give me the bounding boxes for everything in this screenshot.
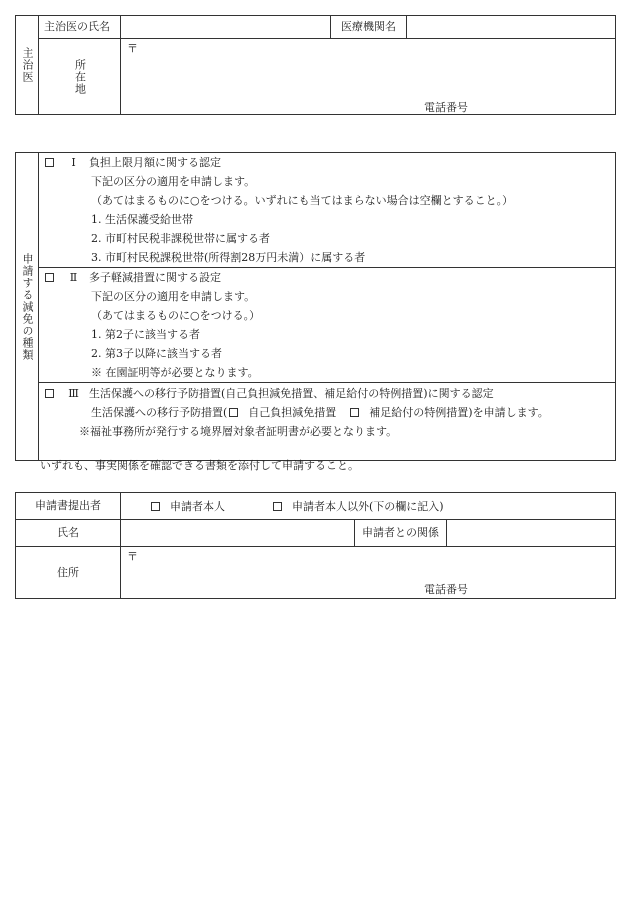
item1-title: 負担上限月額に関する認定 bbox=[89, 156, 221, 169]
item2-numeral: Ⅱ bbox=[69, 271, 78, 284]
item2-line1: 下記の区分の適用を申請します。 bbox=[91, 290, 256, 303]
applicant-table bbox=[15, 492, 616, 599]
reduction-table bbox=[15, 152, 616, 461]
reduction-section-label: 申請する減免の種類 bbox=[16, 153, 39, 461]
item3-opt2-label: 補足給付の特例措置 bbox=[369, 406, 469, 419]
item1-line1: 下記の区分の適用を申請します。 bbox=[91, 175, 256, 188]
item3-opt1-checkbox[interactable] bbox=[229, 408, 238, 417]
applicant-postal-mark: 〒 bbox=[127, 550, 138, 563]
doctor-phone-label: 電話番号 bbox=[424, 101, 468, 114]
submitter-options bbox=[121, 493, 616, 520]
relation-field[interactable] bbox=[447, 520, 616, 547]
item1-option[interactable]: 2. 市町村民税非課税世帯に属する者 bbox=[91, 232, 270, 245]
self-option-label: 申請者本人 bbox=[170, 500, 225, 513]
applicant-name-label: 氏名 bbox=[16, 520, 121, 547]
item3-line1-suffix: )を申請します。 bbox=[468, 406, 549, 419]
institution-label: 医療機関名 bbox=[331, 16, 407, 39]
item2-title: 多子軽減措置に関する設定 bbox=[89, 271, 221, 284]
item3-checkbox[interactable] bbox=[45, 389, 54, 398]
item3-numeral: Ⅲ bbox=[68, 387, 79, 400]
item3-note: ※福祉事務所が発行する境界層対象者証明書が必要となります。 bbox=[79, 425, 398, 438]
submitter-label: 申請書提出者 bbox=[16, 493, 121, 520]
item1-title-line bbox=[45, 153, 615, 172]
item3-opt2-checkbox[interactable] bbox=[350, 408, 359, 417]
doctor-table bbox=[15, 15, 616, 115]
item1-numeral: Ⅰ bbox=[71, 156, 76, 169]
item1-option[interactable]: 3. 市町村民税課税世帯(所得割28万円未満）に属する者 bbox=[91, 251, 366, 264]
doctor-name-label: 主治医の氏名 bbox=[39, 16, 121, 39]
item2-checkbox[interactable] bbox=[45, 273, 54, 282]
item2-title-line bbox=[45, 268, 615, 287]
other-checkbox[interactable] bbox=[273, 502, 282, 511]
doctor-address-field[interactable] bbox=[121, 39, 616, 115]
item3-opt1-label: 自己負担減免措置 bbox=[248, 406, 337, 419]
item2-line2: （あてはまるものに○をつける。） bbox=[91, 309, 261, 322]
attachment-footnote: いずれも、事実関係を確認できる書類を添付して申請すること。 bbox=[40, 459, 359, 472]
self-checkbox[interactable] bbox=[151, 502, 160, 511]
applicant-address-label: 住所 bbox=[16, 547, 121, 599]
doctor-postal-mark: 〒 bbox=[127, 42, 138, 55]
doctor-address-label: 所在地 bbox=[39, 39, 121, 115]
item3-line1-prefix: 生活保護への移行予防措置( bbox=[91, 406, 228, 419]
item1-line2: （あてはまるものに○をつける。いずれにも当てはまらない場合は空欄とすること。） bbox=[91, 194, 514, 207]
reduction-item-1 bbox=[39, 153, 616, 268]
item1-option[interactable]: 1. 生活保護受給世帯 bbox=[91, 213, 193, 226]
item2-option[interactable]: 2. 第3子以降に該当する者 bbox=[91, 347, 222, 360]
item2-note: ※ 在園証明等が必要となります。 bbox=[91, 366, 259, 379]
applicant-name-field[interactable] bbox=[121, 520, 355, 547]
institution-field[interactable] bbox=[407, 16, 616, 39]
doctor-section-label: 主治医 bbox=[16, 16, 39, 115]
item2-option[interactable]: 1. 第2子に該当する者 bbox=[91, 328, 200, 341]
applicant-address-field[interactable] bbox=[121, 547, 616, 599]
reduction-item-2 bbox=[39, 268, 616, 383]
item3-title-line bbox=[45, 384, 615, 403]
item3-line1 bbox=[45, 403, 615, 422]
doctor-name-field[interactable] bbox=[121, 16, 331, 39]
other-option-label: 申請者本人以外(下の欄に記入) bbox=[292, 500, 444, 513]
item1-checkbox[interactable] bbox=[45, 158, 54, 167]
reduction-item-3 bbox=[39, 383, 616, 461]
applicant-phone-label: 電話番号 bbox=[424, 583, 468, 596]
item3-title: 生活保護への移行予防措置(自己負担減免措置、補足給付の特例措置)に関する認定 bbox=[89, 387, 494, 400]
relation-label: 申請者との関係 bbox=[355, 520, 447, 547]
